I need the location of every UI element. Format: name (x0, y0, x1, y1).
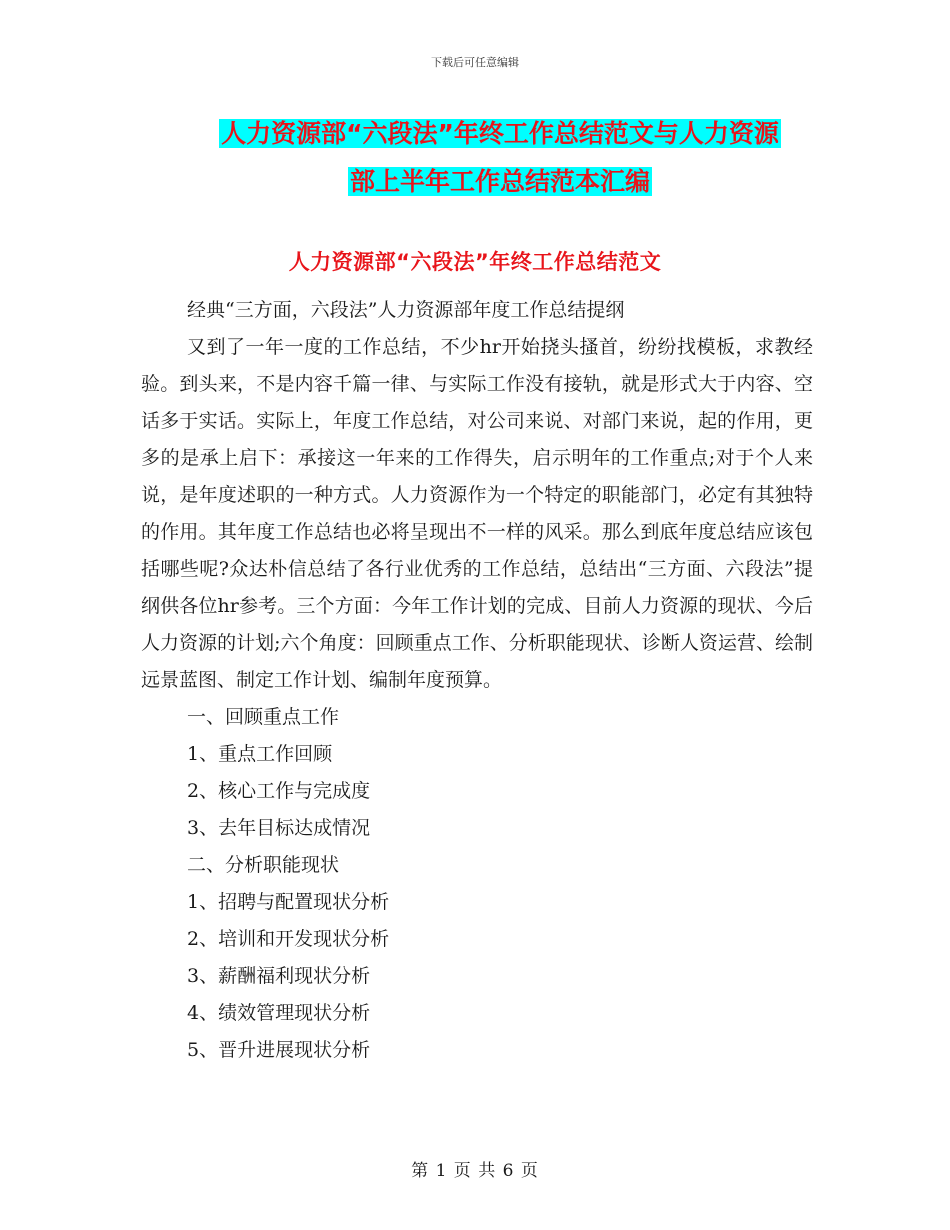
outline-item: 1、重点工作回顾 (187, 743, 333, 765)
body-subtitle: 经典“三方面，六段法”人力资源部年度工作总结提纲 (187, 299, 625, 321)
body-paragraph: 又到了一年一度的工作总结，不少hr开始挠头搔首，纷纷找模板，求教经验。到头来，不是内容千篇一律、与实际工作没有接轨，就是形式大于内容、空话多于实话。实际上，年度工作总结，对公司来说、对部门来说，起的作用，更多的是承上启下：承接这一年来的工作得失，启示明年的工作重点;对于个人来说，是年度述职的一种方式。人力资源作为一个特定的职能部门，必定有其独特的作用。其年度工作总结也必将呈现出不一样的风采。那么到底年度总结应该包括哪些呢?众达朴信总结了各行业优秀的工作总结，总结出“三方面、六段法”提纲供各位hr参考。三个方面：今年工作计划的完成、目前人力资源的现状、今后人力资源的计划;六个角度：回顾重点工作、分析职能现状、诊断人资运营、绘制远景蓝图、制定工作计划、编制年度预算。 (141, 336, 813, 691)
section-title: 人力资源部“六段法”年终工作总结范文 (288, 250, 662, 274)
outline-item: 1、招聘与配置现状分析 (187, 891, 390, 913)
outline-item: 4、绩效管理现状分析 (187, 1002, 371, 1024)
document-title-line-1: 人力资源部“六段法”年终工作总结范文与人力资源 (221, 119, 779, 148)
document-title-line-2: 部上半年工作总结范本汇编 (349, 167, 650, 196)
outline-item: 3、薪酬福利现状分析 (187, 965, 371, 987)
outline-item: 3、去年目标达成情况 (187, 817, 371, 839)
outline-item: 5、晋升进展现状分析 (187, 1039, 371, 1061)
document-body (141, 292, 813, 1069)
outline-item: 2、培训和开发现状分析 (187, 928, 390, 950)
header-note: 下载后可任意编辑 (431, 56, 519, 69)
outline-item: 2、核心工作与完成度 (187, 780, 371, 802)
page-number: 第 1 页 共 6 页 (411, 1161, 539, 1181)
outline-item: 二、分析职能现状 (187, 854, 340, 876)
outline-item: 一、回顾重点工作 (187, 706, 340, 728)
document-title (140, 110, 860, 206)
